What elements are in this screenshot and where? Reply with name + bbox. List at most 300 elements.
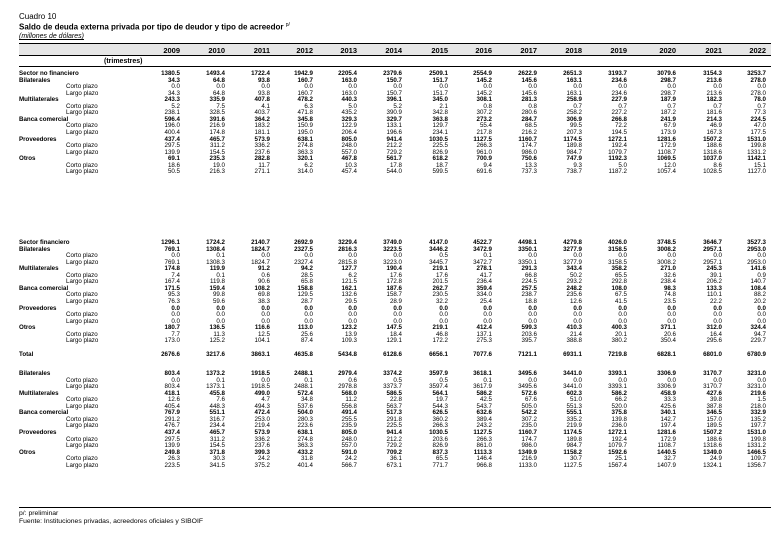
year-header: 2012	[296, 46, 313, 55]
table-cell: 0.0	[483, 311, 492, 319]
table-cell: 638.1	[297, 135, 313, 143]
table-cell: 1142.1	[747, 155, 766, 163]
table-cell: 389.4	[476, 415, 492, 423]
table-cell: 433.2	[297, 448, 313, 456]
table-cell: 3495.6	[518, 383, 537, 391]
table-cell: 396.1	[386, 96, 402, 104]
table-cell: 224.5	[750, 115, 766, 123]
row-label: Banca comercial	[19, 284, 69, 292]
table-cell: 371.8	[209, 448, 225, 456]
table-cell: 99.5	[569, 122, 582, 130]
table-cell: 3472.9	[473, 245, 492, 253]
table-cell: 238.1	[164, 109, 180, 117]
table-cell: 59.6	[212, 297, 225, 305]
table-cell: 359.4	[476, 284, 492, 292]
table-cell: 307.2	[476, 109, 492, 117]
table-cell: 1037.0	[703, 155, 722, 163]
table-cell: 183.2	[254, 122, 270, 130]
table-cell: 0.0	[393, 311, 402, 319]
table-cell: 0.0	[528, 317, 537, 325]
table-cell: 113.0	[297, 324, 313, 332]
table-cell: 163.0	[341, 89, 357, 97]
footnote: p/: preliminar	[19, 510, 59, 517]
table-cell: 0.0	[348, 311, 357, 319]
table-cell: 5.2	[171, 102, 180, 110]
table-cell: 235.3	[209, 155, 225, 163]
table-cell: 618.2	[432, 155, 448, 163]
table-cell: 2327.5	[294, 245, 313, 253]
table-cell: 0.0	[573, 311, 582, 319]
table-cell: 145.6	[521, 89, 537, 97]
table-cell: 4522.7	[473, 239, 492, 246]
table-cell: 826.9	[432, 442, 448, 450]
table-cell: 1030.5	[429, 135, 448, 143]
table-cell: 7121.1	[518, 351, 537, 358]
table-cell: 291.2	[164, 415, 180, 423]
table-cell: 478.2	[297, 96, 313, 104]
table-cell: 335.2	[566, 415, 582, 423]
table-cell: 13.3	[524, 161, 537, 169]
table-cell: 6801.0	[703, 351, 722, 358]
table-cell: 542.2	[521, 409, 537, 417]
table-cell: 12.0	[663, 161, 676, 169]
table-cell: 563.7	[386, 402, 402, 410]
table-cell: 235.6	[566, 291, 582, 299]
table-cell: 0.0	[573, 304, 582, 312]
table-cell: 5.0	[618, 161, 627, 169]
table-cell: 278.0	[750, 89, 766, 97]
table-cell: 3597.9	[429, 370, 448, 377]
table-cell: 1824.7	[251, 245, 270, 253]
table-cell: 0.0	[573, 83, 582, 91]
table-cell: 7.7	[171, 330, 180, 338]
table-cell: 3158.5	[608, 245, 627, 253]
table-cell: 11.7	[258, 161, 270, 169]
table-cell: 0.0	[573, 376, 582, 384]
table-cell: 64.8	[212, 89, 225, 97]
table-cell: 25.1	[614, 455, 627, 463]
table-cell: 291.3	[521, 265, 537, 273]
table-cell: 206.2	[706, 278, 722, 286]
table-cell: 4.1	[261, 102, 270, 110]
table-cell: 227.9	[611, 96, 627, 104]
table-cell: 3393.1	[608, 370, 627, 377]
table-cell: 282.8	[254, 155, 270, 163]
table-cell: 1349.9	[518, 448, 537, 456]
table-cell: 2509.1	[429, 70, 448, 77]
table-cell: 329.3	[341, 115, 357, 123]
table-cell: 599.3	[521, 324, 537, 332]
table-cell: 3617.9	[473, 383, 492, 391]
table-cell: 212.2	[386, 142, 402, 150]
table-cell: 274.8	[297, 142, 313, 150]
table-row	[0, 78, 784, 84]
table-cell: 0.0	[393, 317, 402, 325]
table-cell: 2554.9	[473, 70, 492, 77]
table-cell: 2953.0	[747, 245, 766, 253]
table-cell: 298.7	[660, 76, 676, 84]
table-cell: 1918.5	[251, 370, 270, 377]
table-cell: 0.0	[483, 304, 492, 312]
table-cell: 700.9	[476, 155, 492, 163]
table-cell: 405.4	[164, 402, 180, 410]
table-cell: 2327.4	[294, 258, 313, 266]
table-cell: 50.2	[569, 271, 582, 279]
table-cell: 181.1	[254, 128, 270, 136]
table-cell: 163.0	[341, 76, 357, 84]
table-cell: 3495.6	[518, 370, 537, 377]
table-cell: 1079.7	[608, 148, 627, 156]
table-cell: 225.5	[432, 142, 448, 150]
table-cell: 90.6	[257, 278, 270, 286]
table-cell: 196.6	[386, 128, 402, 136]
table-cell: 266.3	[476, 142, 492, 150]
table-cell: 1308.4	[206, 245, 225, 253]
table-cell: 2953.0	[747, 258, 766, 266]
table-cell: 380.2	[611, 337, 627, 345]
table-cell: 399.3	[254, 448, 270, 456]
table-cell: 199.8	[750, 142, 766, 150]
table-cell: 363.3	[297, 442, 313, 450]
table-cell: 358.2	[611, 265, 627, 273]
table-cell: 23.5	[663, 297, 676, 305]
table-cell: 177.5	[750, 128, 766, 136]
table-cell: 729.2	[386, 442, 402, 450]
table-cell: 505.0	[521, 402, 537, 410]
table-cell: 0.0	[304, 317, 313, 325]
table-cell: 861.0	[476, 442, 492, 450]
table-cell: 1192.3	[608, 155, 627, 163]
table-cell: 41.7	[479, 271, 492, 279]
row-label: Corto plazo	[66, 271, 98, 279]
table-row	[0, 352, 784, 358]
table-cell: 0.8	[483, 102, 492, 110]
table-cell: 36.1	[389, 455, 402, 463]
table-cell: 986.0	[521, 442, 537, 450]
table-cell: 555.1	[566, 409, 582, 417]
table-cell: 219.6	[750, 389, 766, 397]
table-cell: 363.3	[297, 148, 313, 156]
table-cell: 172.9	[660, 142, 676, 150]
table-cell: 1127.5	[563, 461, 582, 469]
table-cell: 435.2	[341, 109, 357, 117]
table-cell: 345.0	[432, 96, 448, 104]
table-cell: 135.2	[750, 415, 766, 423]
table-cell: 218.0	[750, 402, 766, 410]
table-cell: 984.7	[566, 148, 582, 156]
table-cell: 1531.0	[747, 135, 766, 143]
table-cell: 602.3	[566, 389, 582, 397]
table-cell: 95.3	[167, 291, 180, 299]
table-cell: 476.7	[164, 422, 180, 430]
table-cell: 258.9	[566, 96, 582, 104]
table-cell: 281.3	[521, 96, 537, 104]
table-cell: 223.5	[164, 461, 180, 469]
table-cell: 172.8	[386, 278, 402, 286]
table-row	[0, 169, 784, 175]
table-cell: 280.6	[521, 109, 537, 117]
table-cell: 941.4	[386, 428, 402, 436]
table-cell: 235.0	[521, 422, 537, 430]
table-cell: 3749.0	[383, 239, 402, 246]
table-cell: 68.5	[524, 122, 537, 130]
table-cell: 119.8	[209, 278, 225, 286]
table-cell: 278.0	[750, 76, 766, 84]
table-cell: 1108.7	[657, 148, 676, 156]
table-cell: 805.0	[341, 135, 357, 143]
table-cell: 388.8	[566, 337, 582, 345]
table-cell: 65.5	[614, 271, 627, 279]
table-cell: 271.1	[254, 168, 270, 176]
table-cell: 167.3	[706, 128, 722, 136]
table-cell: 1373.2	[206, 370, 225, 377]
table-cell: 2379.6	[383, 70, 402, 77]
table-cell: 229.7	[750, 337, 766, 345]
year-header: 2013	[340, 46, 357, 55]
table-cell: 350.4	[660, 337, 676, 345]
table-cell: 6.3	[304, 102, 313, 110]
row-label: Total	[19, 351, 34, 358]
table-cell: 76.3	[167, 297, 180, 305]
table-cell: 1160.7	[518, 135, 537, 143]
table-cell: 25.4	[479, 297, 492, 305]
row-label: Corto plazo	[66, 83, 98, 91]
table-cell: 0.0	[528, 376, 537, 384]
row-label: Sector financiero	[19, 239, 70, 246]
table-cell: 0.0	[713, 311, 722, 319]
table-cell: 1174.5	[563, 135, 582, 143]
table-cell: 223.6	[297, 422, 313, 430]
table-cell: 360.2	[432, 415, 448, 423]
table-cell: 171.5	[164, 284, 180, 292]
table-cell: 2.1	[439, 102, 448, 110]
table-cell: 465.7	[209, 428, 225, 436]
table-cell: 4279.8	[563, 239, 582, 246]
table-cell: 199.8	[750, 435, 766, 443]
table-cell: 1272.1	[608, 428, 627, 436]
table-cell: 253.0	[254, 415, 270, 423]
table-cell: 192.4	[611, 142, 627, 150]
table-cell: 216.2	[521, 128, 537, 136]
table-cell: 93.8	[257, 76, 270, 84]
table-cell: 1079.7	[608, 442, 627, 450]
table-cell: 312.0	[706, 324, 722, 332]
table-cell: 163.1	[566, 76, 582, 84]
table-cell: 3646.7	[703, 239, 722, 246]
row-label: Corto plazo	[66, 311, 98, 319]
table-cell: 10.3	[344, 161, 357, 169]
table-cell: 561.7	[386, 155, 402, 163]
table-cell: 1466.5	[747, 448, 766, 456]
table-cell: 248.2	[566, 284, 582, 292]
table-cell: 0.0	[304, 311, 313, 319]
table-cell: 0.0	[713, 317, 722, 325]
table-cell: 137.1	[476, 330, 492, 338]
table-cell: 400.3	[611, 324, 627, 332]
table-cell: 345.8	[297, 115, 313, 123]
table-cell: 2816.3	[338, 245, 357, 253]
title-text: Saldo de deuda externa privada por tipo de deudor y tipo de acreedor	[19, 22, 284, 32]
row-label: Largo plazo	[66, 297, 99, 305]
table-cell: 1127.5	[473, 428, 492, 436]
table-cell: 306.9	[566, 115, 582, 123]
table-cell: 26.3	[167, 455, 180, 463]
table-cell: 1057.4	[657, 168, 676, 176]
table-cell: 24.2	[257, 455, 270, 463]
row-label: Largo plazo	[66, 442, 99, 450]
table-cell: 0.0	[618, 311, 627, 319]
table-cell: 0.0	[713, 376, 722, 384]
table-cell: 243.2	[476, 422, 492, 430]
table-cell: 262.7	[432, 284, 448, 292]
table-cell: 543.7	[476, 402, 492, 410]
table-cell: 11.3	[213, 330, 225, 338]
table-cell: 34.8	[300, 396, 313, 404]
row-label: Largo plazo	[66, 109, 99, 117]
row-label: Otros	[19, 155, 36, 163]
table-cell: 65.8	[300, 278, 313, 286]
table-cell: 1507.2	[703, 428, 722, 436]
table-cell: 298.7	[660, 89, 676, 97]
table-cell: 150.7	[386, 76, 402, 84]
table-cell: 108.0	[611, 284, 627, 292]
table-cell: 314.0	[297, 168, 313, 176]
table-cell: 407.8	[254, 96, 270, 104]
row-label: Corto plazo	[66, 252, 98, 260]
table-cell: 591.0	[341, 448, 357, 456]
table-cell: 146.4	[476, 455, 492, 463]
table-cell: 0.0	[528, 83, 537, 91]
row-label: Bilaterales	[19, 370, 51, 377]
year-header: 2020	[659, 46, 676, 55]
table-cell: 99.8	[212, 291, 225, 299]
table-cell: 125.2	[209, 337, 225, 345]
table-cell: 224.5	[521, 278, 537, 286]
table-cell: 336.2	[254, 435, 270, 443]
table-cell: 3472.7	[473, 258, 492, 266]
table-cell: 74.8	[663, 291, 676, 299]
table-cell: 1918.5	[251, 383, 270, 391]
year-header: 2014	[385, 46, 402, 55]
table-cell: 557.0	[341, 148, 357, 156]
table-cell: 34.3	[167, 89, 180, 97]
table-cell: 324.4	[750, 324, 766, 332]
table-cell: 2978.8	[338, 383, 357, 391]
table-cell: 139.9	[164, 442, 180, 450]
table-cell: 195.0	[297, 128, 313, 136]
table-cell: 17.8	[389, 161, 402, 169]
table-cell: 6931.1	[563, 351, 582, 358]
table-cell: 292.8	[611, 278, 627, 286]
table-cell: 12.6	[569, 297, 582, 305]
table-cell: 1407.9	[657, 461, 676, 469]
table-bottom-rule	[19, 507, 771, 508]
table-cell: 67.5	[614, 291, 627, 299]
table-cell: 3373.7	[383, 383, 402, 391]
table-cell: 91.2	[257, 265, 270, 273]
table-cell: 1.5	[757, 396, 766, 404]
table-cell: 0.7	[757, 102, 766, 110]
table-cell: 66.2	[614, 396, 627, 404]
row-label: Largo plazo	[66, 337, 99, 345]
table-cell: 2957.1	[703, 245, 722, 253]
table-cell: 403.7	[254, 109, 270, 117]
table-cell: 0.0	[667, 311, 676, 319]
table-cell: 188.6	[706, 435, 722, 443]
table-cell: 30.7	[569, 455, 582, 463]
table-cell: 190.4	[386, 265, 402, 273]
table-cell: 297.5	[164, 435, 180, 443]
table-cell: 3527.3	[747, 239, 766, 246]
table-cell: 471.8	[297, 109, 313, 117]
table-cell: 167.4	[164, 278, 180, 286]
table-cell: 1158.2	[563, 448, 582, 456]
table-cell: 2488.1	[294, 383, 313, 391]
row-label: Corto plazo	[66, 376, 98, 384]
table-cell: 238.4	[660, 278, 676, 286]
table-cell: 307.2	[521, 415, 537, 423]
table-cell: 219.9	[566, 422, 582, 430]
table-cell: 46.9	[709, 122, 722, 130]
table-cell: 0.0	[528, 252, 537, 260]
row-label: Otros	[19, 448, 36, 456]
table-cell: 572.6	[521, 389, 537, 397]
table-cell: 573.9	[254, 135, 270, 143]
table-cell: 17.6	[435, 271, 448, 279]
table-cell: 0.0	[667, 304, 676, 312]
row-label: Largo plazo	[66, 278, 99, 286]
table-cell: 1174.5	[563, 428, 582, 436]
table-cell: 440.3	[341, 96, 357, 104]
table-cell: 182.3	[706, 96, 722, 104]
table-cell: 108.2	[254, 284, 270, 292]
table-cell: 174.8	[209, 128, 225, 136]
table-cell: 0.0	[171, 252, 180, 260]
table-cell: 217.8	[476, 128, 492, 136]
table-cell: 0.0	[757, 311, 766, 319]
table-cell: 28.7	[300, 297, 313, 305]
table-cell: 564.1	[432, 389, 448, 397]
table-cell: 67.9	[663, 122, 676, 130]
row-label: Corto plazo	[66, 142, 98, 150]
table-cell: 448.3	[209, 402, 225, 410]
table-cell: 0.0	[618, 376, 627, 384]
table-cell: 0.0	[713, 304, 722, 312]
table-cell: 7.4	[171, 271, 180, 279]
row-label: Largo plazo	[66, 258, 99, 266]
table-cell: 22.2	[709, 297, 722, 305]
table-cell: 638.1	[297, 428, 313, 436]
table-cell: 3748.5	[657, 239, 676, 246]
table-cell: 771.7	[432, 461, 448, 469]
table-cell: 1380.5	[161, 70, 180, 77]
table-cell: 0.0	[393, 304, 402, 312]
table-cell: 42.5	[479, 396, 492, 404]
table-cell: 94.7	[753, 330, 766, 338]
table-cell: 0.0	[393, 252, 402, 260]
table-cell: 225.5	[386, 422, 402, 430]
table-cell: 12.5	[257, 330, 270, 338]
table-cell: 1187.2	[608, 168, 627, 176]
row-label: Proveedores	[19, 304, 57, 312]
table-cell: 0.0	[171, 311, 180, 319]
table-cell: 1127.0	[747, 168, 766, 176]
table-cell: 0.5	[439, 252, 448, 260]
table-cell: 25.6	[300, 330, 313, 338]
table-cell: 280.3	[297, 415, 313, 423]
table-cell: 1318.6	[703, 442, 722, 450]
table-cell: 673.1	[386, 461, 402, 469]
